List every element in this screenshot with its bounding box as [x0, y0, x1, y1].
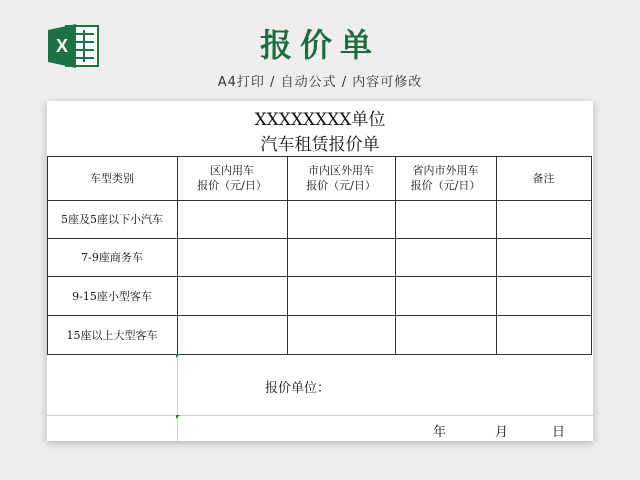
- row-label: 15座以上大型客车: [66, 328, 158, 342]
- grid-line: [591, 156, 592, 354]
- price-cell[interactable]: [178, 201, 287, 238]
- header-remarks: 备注: [532, 171, 555, 185]
- date-year-label[interactable]: 年: [433, 425, 447, 440]
- remarks-cell[interactable]: [497, 277, 591, 315]
- document-title[interactable]: 汽车租赁报价单: [260, 135, 380, 155]
- page-title: 报价单: [259, 26, 380, 64]
- price-cell[interactable]: [178, 316, 287, 354]
- price-cell[interactable]: [396, 277, 496, 315]
- svg-text:X: X: [55, 36, 69, 56]
- price-cell[interactable]: [178, 239, 287, 276]
- quote-sheet: [47, 101, 593, 441]
- header-category: 车型类别: [90, 171, 134, 185]
- cell-gridline: [177, 354, 178, 441]
- cell-gridline: [47, 415, 593, 416]
- remarks-cell[interactable]: [497, 316, 591, 354]
- cell-marker: [176, 354, 180, 358]
- header-city-price: 市内区外用车 报价（元/日）: [306, 164, 376, 192]
- price-cell[interactable]: [288, 277, 395, 315]
- row-label: 7-9座商务车: [81, 251, 143, 264]
- price-cell[interactable]: [288, 239, 395, 276]
- remarks-cell[interactable]: [497, 201, 591, 238]
- company-name[interactable]: XXXXXXXX单位: [254, 110, 386, 130]
- price-cell[interactable]: [178, 277, 287, 315]
- header-district-price: 区内用车 报价（元/日）: [197, 164, 267, 192]
- date-month-label[interactable]: 月: [495, 425, 509, 440]
- page-subtitle: A4打印 / 自动公式 / 内容可修改: [217, 75, 423, 90]
- cell-marker: [176, 415, 180, 419]
- quote-unit-label[interactable]: 报价单位：: [265, 381, 331, 396]
- price-cell[interactable]: [396, 316, 496, 354]
- row-label: 9-15座小型客车: [72, 289, 152, 303]
- header-province-price: 省内市外用车 报价（元/日）: [410, 164, 481, 192]
- price-cell[interactable]: [396, 201, 496, 238]
- date-day-label[interactable]: 日: [552, 425, 566, 440]
- row-label: 5座及5座以下小汽车: [61, 213, 163, 226]
- price-cell[interactable]: [396, 239, 496, 276]
- grid-line: [47, 354, 592, 355]
- remarks-cell[interactable]: [497, 239, 591, 276]
- price-cell[interactable]: [288, 201, 395, 238]
- price-cell[interactable]: [288, 316, 395, 354]
